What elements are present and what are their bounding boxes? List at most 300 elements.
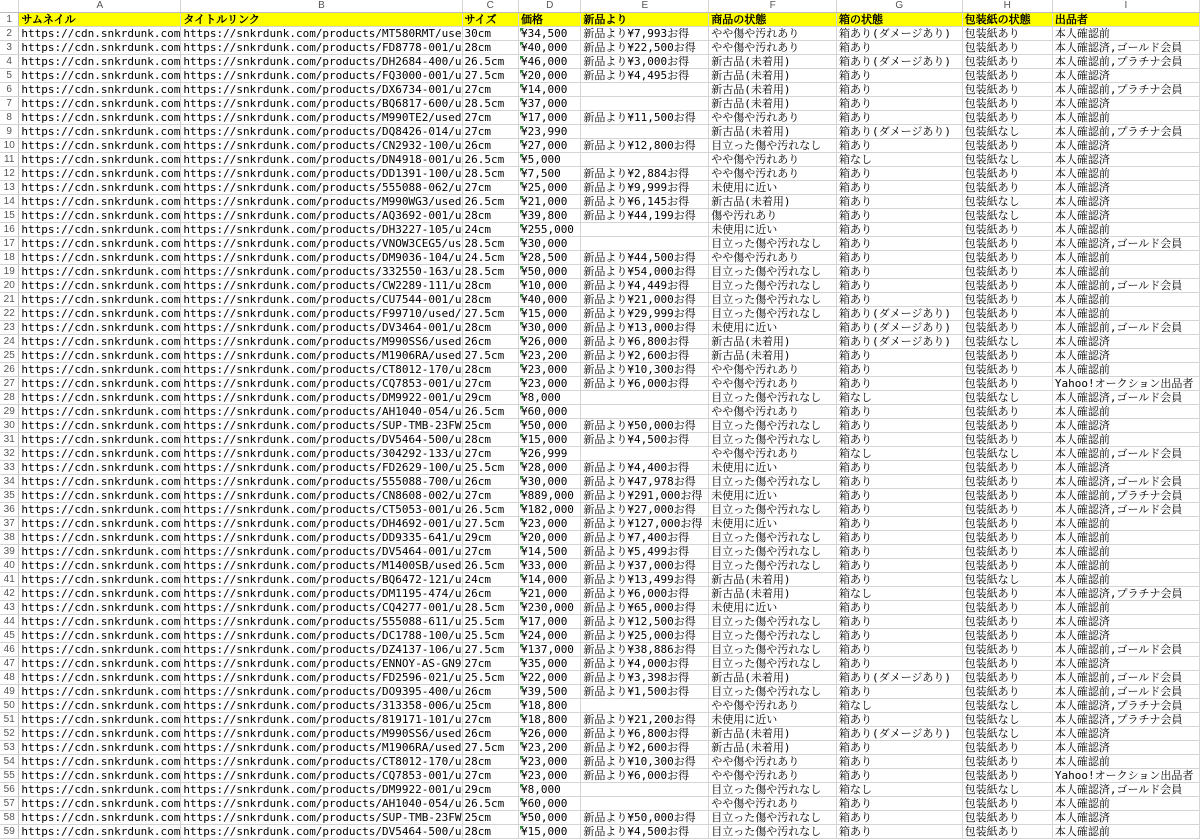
cell[interactable]: https://snkrdunk.com/products/AH1040-054/u [181,405,462,419]
row-number[interactable]: 59 [0,825,19,839]
cell[interactable]: https://cdn.snkrdunk.com [19,783,181,797]
cell[interactable]: https://snkrdunk.com/products/DV5464-001/u [181,545,462,559]
cell[interactable]: ¥50,000 [518,419,580,433]
cell[interactable]: 包装紙あり [962,769,1052,783]
cell[interactable]: https://cdn.snkrdunk.com [19,629,181,643]
cell[interactable]: 包装紙あり [962,139,1052,153]
cell[interactable]: 本人確認前 [1052,111,1199,125]
row-number[interactable]: 53 [0,741,19,755]
cell[interactable] [581,125,709,139]
cell[interactable]: 包装紙あり [962,279,1052,293]
cell[interactable]: 新品より¥4,000お得 [581,657,709,671]
cell[interactable]: 新古品(未着用) [709,55,837,69]
cell[interactable]: 新品より¥127,000お得 [581,517,709,531]
cell[interactable]: 新品より¥4,500お得 [581,825,709,839]
cell[interactable]: 本人確認済,プラチナ会員 [1052,713,1199,727]
cell[interactable]: 本人確認前 [1052,223,1199,237]
cell[interactable]: ¥14,000 [518,573,580,587]
cell[interactable]: やや傷や汚れあり [709,405,837,419]
cell[interactable]: 25cm [462,811,518,825]
cell[interactable]: やや傷や汚れあり [709,769,837,783]
cell[interactable]: https://snkrdunk.com/products/DV3464-001/u [181,321,462,335]
cell[interactable]: 新品より¥7,993お得 [581,27,709,41]
cell[interactable]: https://cdn.snkrdunk.com [19,69,181,83]
cell[interactable]: 箱あり [837,517,963,531]
cell[interactable]: 新品より¥6,000お得 [581,377,709,391]
row-number[interactable]: 42 [0,587,19,601]
cell[interactable]: 包装紙あり [962,167,1052,181]
cell[interactable]: 25cm [462,419,518,433]
cell[interactable]: ¥20,000 [518,531,580,545]
cell[interactable]: 26.5cm [462,195,518,209]
cell[interactable]: ¥60,000 [518,797,580,811]
cell[interactable]: 28.5cm [462,601,518,615]
cell[interactable]: やや傷や汚れあり [709,153,837,167]
row-number[interactable]: 41 [0,573,19,587]
cell[interactable]: ¥8,000 [518,391,580,405]
cell[interactable]: 未使用に近い [709,461,837,475]
cell[interactable]: 未使用に近い [709,181,837,195]
cell[interactable]: 27.5cm [462,517,518,531]
cell[interactable] [581,783,709,797]
cell[interactable]: https://cdn.snkrdunk.com [19,153,181,167]
cell[interactable]: 包装紙なし [962,391,1052,405]
cell[interactable]: 箱あり [837,97,963,111]
cell[interactable]: ¥889,000 [518,489,580,503]
cell[interactable]: 包装紙なし [962,447,1052,461]
cell[interactable]: 本人確認済 [1052,335,1199,349]
cell[interactable]: https://cdn.snkrdunk.com [19,741,181,755]
cell[interactable]: 新品より¥4,400お得 [581,461,709,475]
cell[interactable]: https://snkrdunk.com/products/DH4692-001/u [181,517,462,531]
cell[interactable]: 箱あり [837,69,963,83]
cell[interactable]: 新古品(未着用) [709,573,837,587]
cell[interactable]: 本人確認済 [1052,209,1199,223]
cell[interactable]: 本人確認済 [1052,153,1199,167]
row-number[interactable]: 29 [0,405,19,419]
cell[interactable]: 新品より¥2,600お得 [581,349,709,363]
cell[interactable]: 箱あり(ダメージあり) [837,125,963,139]
cell[interactable]: 箱あり(ダメージあり) [837,27,963,41]
cell[interactable]: https://cdn.snkrdunk.com [19,167,181,181]
cell[interactable]: 本人確認前 [1052,433,1199,447]
cell[interactable]: 包装紙あり [962,531,1052,545]
cell[interactable]: 包装紙あり [962,349,1052,363]
cell[interactable]: 27cm [462,181,518,195]
cell[interactable]: 未使用に近い [709,713,837,727]
cell[interactable]: https://snkrdunk.com/products/SUP-TMB-23FW [181,419,462,433]
cell[interactable]: 新品より¥7,400お得 [581,531,709,545]
cell[interactable]: https://snkrdunk.com/products/DD9335-641/u [181,531,462,545]
cell[interactable]: ¥30,000 [518,237,580,251]
cell[interactable]: 新品より¥3,398お得 [581,671,709,685]
cell[interactable]: 新品より¥4,495お得 [581,69,709,83]
cell[interactable]: 箱あり(ダメージあり) [837,55,963,69]
cell[interactable]: https://snkrdunk.com/products/M1400SB/used [181,559,462,573]
cell[interactable]: 箱あり [837,685,963,699]
cell[interactable]: やや傷や汚れあり [709,41,837,55]
cell[interactable]: 本人確認前,プラチナ会員 [1052,55,1199,69]
cell[interactable]: 本人確認済 [1052,615,1199,629]
cell[interactable]: 目立った傷や汚れなし [709,433,837,447]
cell[interactable]: https://cdn.snkrdunk.com [19,139,181,153]
cell[interactable]: 箱あり [837,251,963,265]
row-number[interactable]: 9 [0,125,19,139]
cell[interactable]: https://cdn.snkrdunk.com [19,545,181,559]
cell[interactable]: ¥230,000 [518,601,580,615]
cell[interactable]: 28.5cm [462,265,518,279]
cell[interactable]: 包装紙あり [962,251,1052,265]
cell[interactable]: https://cdn.snkrdunk.com [19,447,181,461]
cell[interactable]: 本人確認済 [1052,181,1199,195]
cell[interactable]: 新品より¥22,500お得 [581,41,709,55]
row-number[interactable]: 51 [0,713,19,727]
cell[interactable]: ¥35,000 [518,657,580,671]
cell[interactable]: 新古品(未着用) [709,97,837,111]
cell[interactable]: 本人確認済,ゴールド会員 [1052,237,1199,251]
cell[interactable]: ¥20,000 [518,69,580,83]
cell[interactable]: 27cm [462,111,518,125]
cell[interactable]: 包装紙あり [962,321,1052,335]
row-number[interactable]: 48 [0,671,19,685]
row-number[interactable]: 36 [0,503,19,517]
cell[interactable]: 箱あり [837,405,963,419]
row-number[interactable]: 19 [0,265,19,279]
cell[interactable]: 28cm [462,363,518,377]
cell[interactable]: 新古品(未着用) [709,587,837,601]
cell[interactable]: https://cdn.snkrdunk.com [19,251,181,265]
row-number[interactable]: 52 [0,727,19,741]
cell[interactable]: ¥23,000 [518,517,580,531]
cell[interactable]: https://cdn.snkrdunk.com [19,489,181,503]
cell[interactable]: 本人確認前 [1052,531,1199,545]
cell[interactable]: 包装紙なし [962,573,1052,587]
cell[interactable]: 28cm [462,825,518,839]
cell[interactable]: https://snkrdunk.com/products/DM9922-001/u [181,391,462,405]
cell[interactable]: 本人確認前,プラチナ会員 [1052,83,1199,97]
cell[interactable]: 28.5cm [462,97,518,111]
cell[interactable]: https://snkrdunk.com/products/DM9036-104/u [181,251,462,265]
cell[interactable]: 24cm [462,223,518,237]
cell[interactable]: 包装紙なし [962,209,1052,223]
cell[interactable]: https://snkrdunk.com/products/AH1040-054/u [181,797,462,811]
cell[interactable]: やや傷や汚れあり [709,111,837,125]
row-number[interactable]: 47 [0,657,19,671]
cell[interactable]: 本人確認前 [1052,825,1199,839]
cell[interactable]: https://snkrdunk.com/products/ENNOY-AS-GN9 [181,657,462,671]
cell[interactable]: https://cdn.snkrdunk.com [19,475,181,489]
cell[interactable]: 新品より¥25,000お得 [581,629,709,643]
cell[interactable]: 包装紙あり [962,377,1052,391]
cell[interactable]: 26.5cm [462,503,518,517]
cell[interactable]: 28cm [462,41,518,55]
cell[interactable]: 新品より¥6,145お得 [581,195,709,209]
row-number[interactable]: 1 [0,13,19,27]
cell[interactable]: 箱あり(ダメージあり) [837,335,963,349]
cell[interactable]: https://cdn.snkrdunk.com [19,181,181,195]
cell[interactable]: 目立った傷や汚れなし [709,825,837,839]
cell[interactable]: 包装紙あり [962,587,1052,601]
cell[interactable]: 本人確認前 [1052,559,1199,573]
row-number[interactable]: 3 [0,41,19,55]
cell[interactable]: 箱あり [837,195,963,209]
row-number[interactable]: 37 [0,517,19,531]
cell[interactable]: 本人確認前,ゴールド会員 [1052,279,1199,293]
cell[interactable]: 包装紙あり [962,27,1052,41]
row-number[interactable]: 34 [0,475,19,489]
cell[interactable]: 本人確認前,ゴールド会員 [1052,685,1199,699]
cell[interactable]: https://cdn.snkrdunk.com [19,321,181,335]
cell[interactable]: 包装紙あり [962,41,1052,55]
cell[interactable]: 24cm [462,573,518,587]
cell[interactable]: 包装紙あり [962,685,1052,699]
cell[interactable]: https://cdn.snkrdunk.com [19,811,181,825]
cell[interactable]: 本人確認済 [1052,97,1199,111]
cell[interactable]: 本人確認済 [1052,741,1199,755]
cell[interactable]: https://cdn.snkrdunk.com [19,209,181,223]
cell[interactable]: 本人確認済 [1052,139,1199,153]
cell[interactable]: 目立った傷や汚れなし [709,307,837,321]
cell[interactable]: 箱あり [837,293,963,307]
cell[interactable]: 包装紙あり [962,111,1052,125]
row-number[interactable]: 30 [0,419,19,433]
cell[interactable]: 包装紙あり [962,755,1052,769]
cell[interactable]: ¥23,000 [518,769,580,783]
cell[interactable]: 箱あり [837,559,963,573]
cell[interactable]: 目立った傷や汚れなし [709,615,837,629]
row-number[interactable]: 10 [0,139,19,153]
cell[interactable]: 新品より¥11,500お得 [581,111,709,125]
cell[interactable]: 新品より¥12,800お得 [581,139,709,153]
cell[interactable]: 箱あり [837,615,963,629]
cell[interactable]: https://cdn.snkrdunk.com [19,363,181,377]
cell[interactable]: 包装紙なし [962,783,1052,797]
cell[interactable]: 包装紙あり [962,181,1052,195]
cell[interactable]: 新品より¥6,800お得 [581,335,709,349]
cell[interactable]: 本人確認前,ゴールド会員 [1052,321,1199,335]
cell[interactable]: 包装紙あり [962,643,1052,657]
cell[interactable]: 新品より¥2,884お得 [581,167,709,181]
cell[interactable]: 新品より¥21,200お得 [581,713,709,727]
cell[interactable]: 26cm [462,475,518,489]
cell[interactable]: ¥46,000 [518,55,580,69]
cell[interactable]: 箱あり [837,769,963,783]
cell[interactable]: 本人確認済 [1052,629,1199,643]
cell[interactable]: https://snkrdunk.com/products/CN8608-002/u [181,489,462,503]
cell[interactable]: 27cm [462,545,518,559]
cell[interactable]: 目立った傷や汚れなし [709,643,837,657]
cell[interactable]: 新古品(未着用) [709,741,837,755]
cell[interactable]: 包装紙あり [962,97,1052,111]
cell[interactable]: 25.5cm [462,461,518,475]
cell[interactable]: 新品より¥44,500お得 [581,251,709,265]
cell[interactable]: 26.5cm [462,153,518,167]
cell[interactable]: やや傷や汚れあり [709,363,837,377]
cell[interactable]: 箱あり [837,811,963,825]
row-number[interactable]: 6 [0,83,19,97]
cell[interactable]: 箱あり [837,545,963,559]
cell[interactable]: ¥18,800 [518,713,580,727]
cell[interactable]: 箱あり [837,741,963,755]
cell[interactable]: 新品より¥12,500お得 [581,615,709,629]
cell[interactable]: 新品より¥29,999お得 [581,307,709,321]
cell[interactable]: 26cm [462,335,518,349]
row-number[interactable]: 17 [0,237,19,251]
cell[interactable]: 本人確認前 [1052,545,1199,559]
cell[interactable]: https://cdn.snkrdunk.com [19,195,181,209]
cell[interactable]: 新品より¥10,300お得 [581,363,709,377]
select-all-corner[interactable] [0,0,19,13]
cell[interactable]: 新品より¥1,500お得 [581,685,709,699]
cell[interactable]: https://cdn.snkrdunk.com [19,797,181,811]
cell[interactable]: 28cm [462,279,518,293]
cell[interactable]: ¥22,000 [518,671,580,685]
cell[interactable]: 本人確認前 [1052,265,1199,279]
cell[interactable]: 本人確認済,ゴールド会員 [1052,783,1199,797]
cell[interactable]: https://snkrdunk.com/products/DC1788-100/u [181,629,462,643]
header-cell[interactable]: 新品より [581,13,709,27]
cell[interactable]: https://cdn.snkrdunk.com [19,461,181,475]
cell[interactable]: 包装紙あり [962,55,1052,69]
cell[interactable]: ¥15,000 [518,433,580,447]
cell[interactable]: 27cm [462,713,518,727]
cell[interactable] [581,699,709,713]
cell[interactable]: 新品より¥44,199お得 [581,209,709,223]
row-number[interactable]: 20 [0,279,19,293]
cell[interactable]: https://snkrdunk.com/products/DN4918-001/u [181,153,462,167]
header-cell[interactable]: サイズ [462,13,518,27]
cell[interactable]: 28cm [462,321,518,335]
cell[interactable]: https://snkrdunk.com/products/332550-163/u [181,265,462,279]
cell[interactable]: https://snkrdunk.com/products/DH3227-105/u [181,223,462,237]
cell[interactable]: 新品より¥50,000お得 [581,419,709,433]
cell[interactable]: https://snkrdunk.com/products/DD1391-100/u [181,167,462,181]
cell[interactable]: 傷や汚れあり [709,209,837,223]
column-header-c[interactable]: C [462,0,518,13]
cell[interactable]: https://cdn.snkrdunk.com [19,111,181,125]
cell[interactable]: 包装紙あり [962,503,1052,517]
cell[interactable]: 本人確認済 [1052,811,1199,825]
cell[interactable]: https://snkrdunk.com/products/M990SS6/used [181,335,462,349]
cell[interactable]: 目立った傷や汚れなし [709,419,837,433]
cell[interactable]: 29cm [462,531,518,545]
row-number[interactable]: 11 [0,153,19,167]
column-header-d[interactable]: D [518,0,580,13]
column-header-e[interactable]: E [581,0,709,13]
cell[interactable]: 包装紙あり [962,559,1052,573]
cell[interactable]: 箱なし [837,699,963,713]
cell[interactable] [581,447,709,461]
cell[interactable]: https://snkrdunk.com/products/BQ6472-121/u [181,573,462,587]
cell[interactable]: https://cdn.snkrdunk.com [19,517,181,531]
cell[interactable]: ¥24,000 [518,629,580,643]
cell[interactable]: 包装紙あり [962,615,1052,629]
row-number[interactable]: 27 [0,377,19,391]
row-number[interactable]: 2 [0,27,19,41]
cell[interactable]: やや傷や汚れあり [709,251,837,265]
cell[interactable]: 本人確認前 [1052,601,1199,615]
cell[interactable]: やや傷や汚れあり [709,755,837,769]
cell[interactable]: 包装紙あり [962,741,1052,755]
cell[interactable]: https://snkrdunk.com/products/CN2932-100/u [181,139,462,153]
cell[interactable]: https://snkrdunk.com/products/304292-133/u [181,447,462,461]
cell[interactable]: 包装紙なし [962,699,1052,713]
cell[interactable]: https://snkrdunk.com/products/FD2596-021/u [181,671,462,685]
cell[interactable]: ¥39,800 [518,209,580,223]
cell[interactable]: 目立った傷や汚れなし [709,293,837,307]
cell[interactable]: ¥23,000 [518,377,580,391]
cell[interactable]: https://cdn.snkrdunk.com [19,405,181,419]
column-header-f[interactable]: F [709,0,837,13]
cell[interactable]: ¥23,200 [518,741,580,755]
cell[interactable]: https://snkrdunk.com/products/VNOW3CEG5/us [181,237,462,251]
cell[interactable]: 目立った傷や汚れなし [709,629,837,643]
cell[interactable]: 26.5cm [462,559,518,573]
cell[interactable]: ¥17,000 [518,615,580,629]
cell[interactable]: 箱あり [837,573,963,587]
cell[interactable]: 26.5cm [462,55,518,69]
cell[interactable]: https://snkrdunk.com/products/DX6734-001/u [181,83,462,97]
cell[interactable]: https://snkrdunk.com/products/DH2684-400/u [181,55,462,69]
cell[interactable]: 未使用に近い [709,517,837,531]
cell[interactable] [581,405,709,419]
cell[interactable]: 箱あり [837,629,963,643]
cell[interactable] [581,237,709,251]
cell[interactable]: 28cm [462,433,518,447]
cell[interactable]: ¥28,500 [518,251,580,265]
cell[interactable]: 箱なし [837,391,963,405]
cell[interactable]: ¥37,000 [518,97,580,111]
row-number[interactable]: 13 [0,181,19,195]
cell[interactable]: 30cm [462,27,518,41]
cell[interactable]: ¥26,000 [518,335,580,349]
row-number[interactable]: 28 [0,391,19,405]
cell[interactable]: 包装紙なし [962,125,1052,139]
cell[interactable]: 本人確認済 [1052,727,1199,741]
column-header-h[interactable]: H [962,0,1052,13]
cell[interactable]: 包装紙あり [962,265,1052,279]
cell[interactable]: 新古品(未着用) [709,195,837,209]
cell[interactable]: 未使用に近い [709,223,837,237]
header-cell[interactable]: タイトルリンク [181,13,462,27]
cell[interactable]: ¥33,000 [518,559,580,573]
cell[interactable]: 新古品(未着用) [709,125,837,139]
cell[interactable]: 目立った傷や汚れなし [709,279,837,293]
cell[interactable]: 28cm [462,209,518,223]
cell[interactable]: 27cm [462,489,518,503]
cell[interactable]: https://snkrdunk.com/products/BQ6817-600/u [181,97,462,111]
cell[interactable]: 包装紙あり [962,223,1052,237]
cell[interactable]: https://snkrdunk.com/products/CT5053-001/u [181,503,462,517]
cell[interactable]: 目立った傷や汚れなし [709,237,837,251]
cell[interactable]: 25cm [462,699,518,713]
cell[interactable] [581,391,709,405]
cell[interactable]: 27.5cm [462,307,518,321]
cell[interactable]: https://cdn.snkrdunk.com [19,419,181,433]
cell[interactable]: 新品より¥13,499お得 [581,573,709,587]
cell[interactable]: ¥182,000 [518,503,580,517]
cell[interactable]: 27cm [462,83,518,97]
cell[interactable]: ¥23,990 [518,125,580,139]
cell[interactable]: 包装紙あり [962,601,1052,615]
cell[interactable]: ¥26,999 [518,447,580,461]
cell[interactable]: 箱あり [837,755,963,769]
cell[interactable]: 新品より¥38,886お得 [581,643,709,657]
cell[interactable]: 未使用に近い [709,321,837,335]
row-number[interactable]: 46 [0,643,19,657]
cell[interactable] [581,97,709,111]
row-number[interactable]: 7 [0,97,19,111]
